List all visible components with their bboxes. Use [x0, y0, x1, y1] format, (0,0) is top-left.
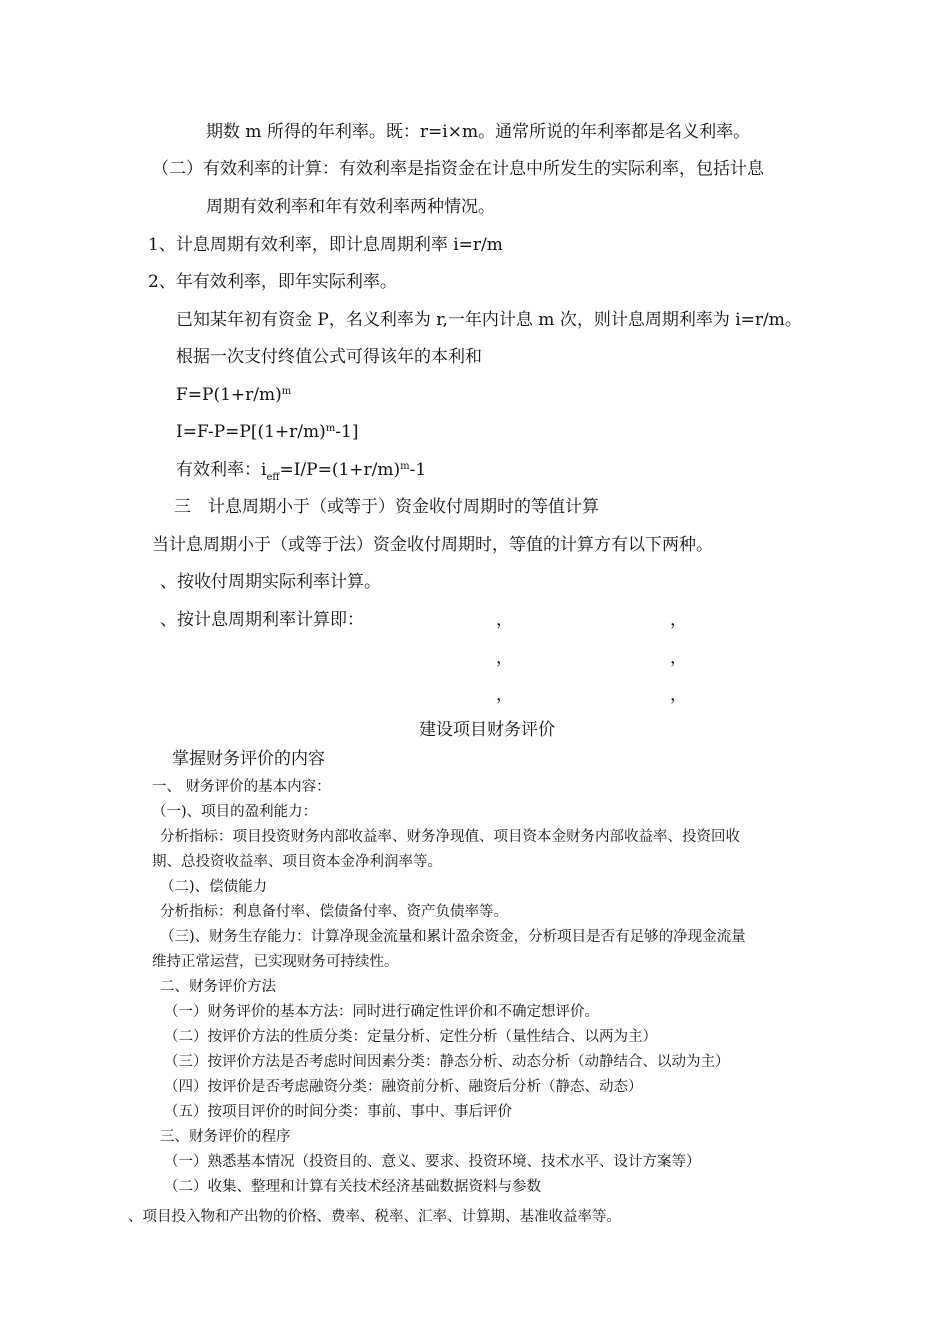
text-line: 当计息周期小于（或等于法）资金收付周期时，等值的计算方有以下两种。 — [152, 535, 713, 555]
text-line: （一)、项目的盈利能力： — [152, 804, 318, 820]
text-line: （二）按评价方法的性质分类：定量分析、定性分析（量性结合、以两为主） — [164, 1029, 657, 1045]
text-line: 2、年有效利率，即年实际利率。 — [148, 272, 397, 292]
text-line: 期、总投资收益率、项目资本金净利润率等。 — [152, 854, 442, 870]
text-line: 三 计息周期小于（或等于）资金收付周期时的等值计算 — [174, 497, 599, 517]
text-line: 周期有效利率和年有效利率两种情况。 — [206, 197, 495, 217]
text-line: 维持正常运营，已实现财务可持续性。 — [152, 954, 399, 970]
text-line: （一）财务评价的基本方法：同时进行确定性评价和不确定想评价。 — [164, 1004, 599, 1020]
text-line: 1、计息周期有效利率，即计息周期利率 i=r/m — [148, 235, 503, 255]
formula-text: =I/P=(1+r/m) — [279, 460, 401, 480]
formula-effective-rate — [176, 462, 426, 483]
section-subtitle: 掌握财务评价的内容 — [172, 749, 325, 769]
text-line: （二）收集、整理和计算有关技术经济基础数据资料与参数 — [164, 1179, 541, 1195]
text-line: 、项目投入物和产出物的价格、费率、税率、汇率、计算期、基准收益率等。 — [128, 1209, 621, 1225]
text-line: 、按收付周期实际利率计算。 — [160, 572, 381, 592]
text-line: 、按计息周期利率计算即： — [160, 610, 364, 630]
text-line: （三)、财务生存能力：计算净现金流量和累计盈余资金，分析项目是否有足够的净现金流量 — [160, 929, 746, 945]
text-line: 二、财务评价方法 — [160, 979, 276, 995]
formula-text: 有效利率：i — [176, 460, 267, 480]
comma: ， — [670, 685, 687, 705]
section-title: 建设项目财务评价 — [419, 720, 555, 740]
formula-text: -1] — [335, 422, 359, 442]
exponent: m — [325, 423, 336, 434]
subscript: eff — [266, 472, 280, 483]
text-line: 已知某年初有资金 P，名义利率为 r,一年内计息 m 次，则计息周期利率为 i=r/m。 — [176, 310, 802, 330]
exponent: m — [281, 386, 292, 397]
text-line: （二)、偿债能力 — [160, 879, 268, 895]
formula-text: I=F-P=P[(1+r/m) — [176, 422, 326, 442]
text-line: 一、 财务评价的基本内容： — [152, 779, 331, 795]
text-line: 三、财务评价的程序 — [160, 1129, 291, 1145]
text-line: 分析指标：利息备付率、偿债备付率、资产负债率等。 — [160, 904, 508, 920]
text-line: 期数 m 所得的年利率。既：r=i×m。通常所说的年利率都是名义利率。 — [206, 122, 751, 142]
text-line: （三）按评价方法是否考虑时间因素分类：静态分析、动态分析（动静结合、以动为主） — [164, 1054, 730, 1070]
formula-f — [176, 387, 291, 404]
text-line: 根据一次支付终值公式可得该年的本利和 — [176, 347, 482, 367]
formula-i — [176, 424, 358, 441]
comma: ， — [496, 685, 513, 705]
comma: ， — [670, 648, 687, 668]
text-line: （四）按评价是否考虑融资分类：融资前分析、融资后分析（静态、动态） — [164, 1079, 643, 1095]
text-line: 分析指标：项目投资财务内部收益率、财务净现值、项目资本金财务内部收益率、投资回收 — [160, 829, 740, 845]
formula-text: F=P(1+r/m) — [176, 385, 282, 405]
comma: ， — [496, 648, 513, 668]
text-line: （一）熟悉基本情况（投资目的、意义、要求、投资环境、技术水平、设计方案等） — [164, 1154, 701, 1170]
formula-text: -1 — [409, 460, 427, 480]
comma: ， — [670, 610, 687, 630]
exponent: m — [400, 461, 410, 472]
text-line: （五）按项目评价的时间分类：事前、事中、事后评价 — [164, 1104, 512, 1120]
text-line: （二）有效利率的计算：有效利率是指资金在计息中所发生的实际利率，包括计息 — [152, 159, 764, 179]
comma: ， — [496, 610, 513, 630]
